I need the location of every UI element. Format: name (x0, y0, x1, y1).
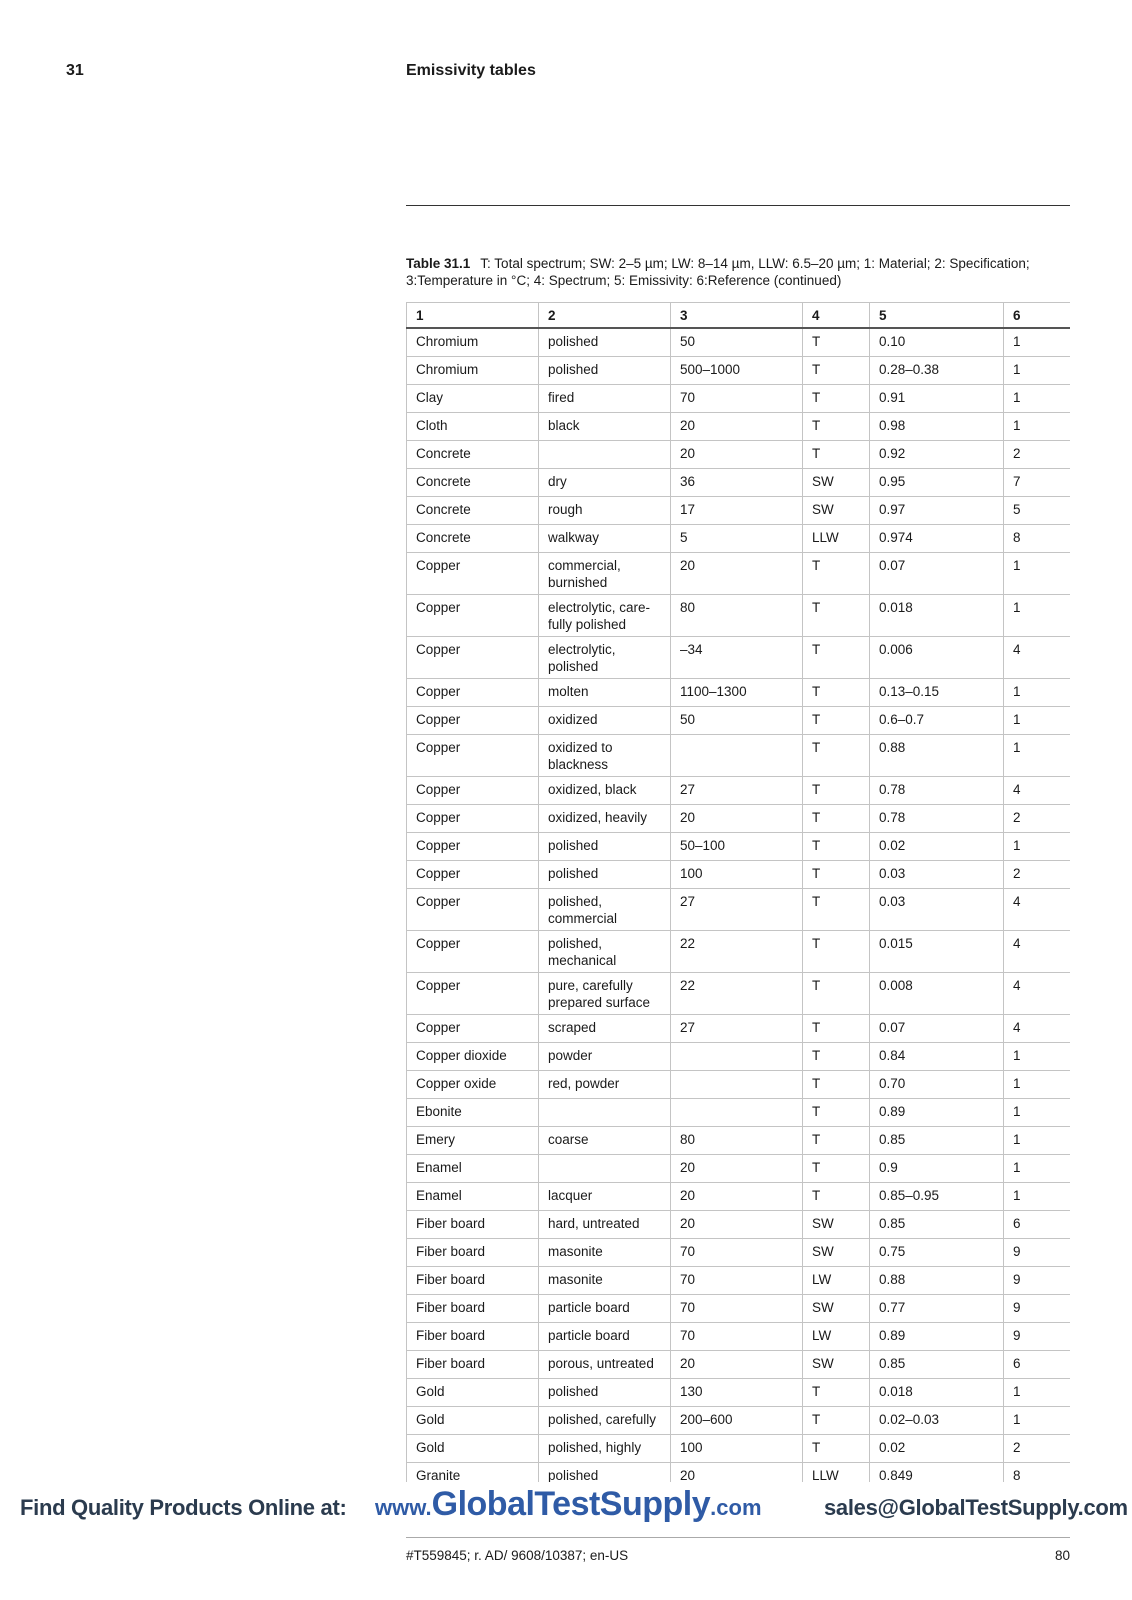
table-cell: 1100–1300 (671, 679, 803, 707)
table-cell: Enamel (407, 1155, 539, 1183)
table-row (407, 469, 1071, 497)
table-cell: 20 (671, 441, 803, 469)
table-cell: 0.018 (870, 1379, 1004, 1407)
table-cell: 1 (1004, 1127, 1071, 1155)
table-cell: polished, highly (539, 1435, 671, 1463)
table-row (407, 1043, 1071, 1071)
table-cell: T (803, 1043, 870, 1071)
table-cell: fired (539, 385, 671, 413)
table-cell: 0.85 (870, 1211, 1004, 1239)
table-row (407, 805, 1071, 833)
table-cell: T (803, 385, 870, 413)
table-cell (539, 1155, 671, 1183)
table-cell: 20 (671, 1183, 803, 1211)
table-cell: 0.6–0.7 (870, 707, 1004, 735)
table-cell: –34 (671, 637, 803, 679)
table-cell: Emery (407, 1127, 539, 1155)
promo-site-prefix: www. (375, 1495, 432, 1520)
table-cell: Granite (407, 1463, 539, 1483)
table-cell: Ebonite (407, 1099, 539, 1127)
table-cell: T (803, 861, 870, 889)
table-cell: 2 (1004, 441, 1071, 469)
table-caption-label: Table 31.1 (406, 256, 471, 271)
table-cell: 1 (1004, 1071, 1071, 1099)
table-cell: 5 (671, 525, 803, 553)
table-cell: 0.018 (870, 595, 1004, 637)
table-cell: SW (803, 1295, 870, 1323)
emissivity-table (406, 302, 1070, 1482)
table-cell: Copper (407, 637, 539, 679)
table-cell: Copper oxide (407, 1071, 539, 1099)
table-row (407, 1435, 1071, 1463)
table-cell: T (803, 1435, 870, 1463)
table-cell: T (803, 413, 870, 441)
table-cell: 20 (671, 1351, 803, 1379)
table-row (407, 1351, 1071, 1379)
table-cell: electrolytic, care-fully polished (539, 595, 671, 637)
table-cell: 8 (1004, 1463, 1071, 1483)
table-cell: 22 (671, 931, 803, 973)
table-cell: 5 (1004, 497, 1071, 525)
table-cell: 0.88 (870, 1267, 1004, 1295)
table-cell: T (803, 931, 870, 973)
table-cell: Fiber board (407, 1351, 539, 1379)
table-cell: LW (803, 1267, 870, 1295)
table-row (407, 735, 1071, 777)
chapter-title: Emissivity tables (406, 62, 536, 79)
table-cell: Copper (407, 973, 539, 1015)
table-cell: Copper (407, 805, 539, 833)
table-cell: oxidized to blackness (539, 735, 671, 777)
table-cell: SW (803, 497, 870, 525)
table-cell: porous, untreated (539, 1351, 671, 1379)
table-cell: Copper (407, 735, 539, 777)
table-cell: pure, carefully prepared surface (539, 973, 671, 1015)
table-cell: walkway (539, 525, 671, 553)
table-cell: 0.85–0.95 (870, 1183, 1004, 1211)
table-row (407, 1071, 1071, 1099)
table-cell: 0.03 (870, 861, 1004, 889)
table-cell: 1 (1004, 595, 1071, 637)
table-cell: T (803, 1099, 870, 1127)
table-cell: LLW (803, 525, 870, 553)
table-row (407, 497, 1071, 525)
table-cell: Fiber board (407, 1211, 539, 1239)
table-cell: T (803, 805, 870, 833)
table-row (407, 637, 1071, 679)
table-cell: 27 (671, 1015, 803, 1043)
table-cell: scraped (539, 1015, 671, 1043)
table-cell: dry (539, 469, 671, 497)
table-cell: 0.70 (870, 1071, 1004, 1099)
table-cell: T (803, 441, 870, 469)
table-cell: 0.10 (870, 328, 1004, 357)
table-cell: 80 (671, 1127, 803, 1155)
table-cell: 20 (671, 1155, 803, 1183)
table-cell: 0.77 (870, 1295, 1004, 1323)
table-cell: 20 (671, 1463, 803, 1483)
table-row (407, 1211, 1071, 1239)
table-cell: 36 (671, 469, 803, 497)
table-cell: T (803, 679, 870, 707)
table-cell: Copper (407, 595, 539, 637)
table-cell: LLW (803, 1463, 870, 1483)
column-header: 3 (671, 303, 803, 329)
table-row (407, 525, 1071, 553)
table-cell: 27 (671, 889, 803, 931)
table-cell: 1 (1004, 1043, 1071, 1071)
table-cell: 70 (671, 385, 803, 413)
footer-rule (406, 1537, 1070, 1538)
table-cell: 0.974 (870, 525, 1004, 553)
page-number: 80 (1054, 1548, 1070, 1563)
table-row (407, 1155, 1071, 1183)
table-cell: T (803, 1183, 870, 1211)
table-cell: 0.006 (870, 637, 1004, 679)
table-cell: 4 (1004, 637, 1071, 679)
table-cell: 6 (1004, 1211, 1071, 1239)
table-cell: 1 (1004, 1183, 1071, 1211)
table-row (407, 413, 1071, 441)
table-cell: Fiber board (407, 1323, 539, 1351)
table-cell: T (803, 973, 870, 1015)
table-cell: T (803, 889, 870, 931)
table-cell: 4 (1004, 931, 1071, 973)
table-cell: polished, commercial (539, 889, 671, 931)
table-row (407, 973, 1071, 1015)
table-cell: Copper (407, 553, 539, 595)
table-cell: 0.78 (870, 777, 1004, 805)
table-cell: 1 (1004, 679, 1071, 707)
table-cell: T (803, 1407, 870, 1435)
table-row (407, 1295, 1071, 1323)
table-cell: T (803, 357, 870, 385)
document-id: #T559845; r. AD/ 9608/10387; en-US (406, 1548, 629, 1563)
table-caption-text: T: Total spectrum; SW: 2–5 µm; LW: 8–14 µm, LLW: 6.5–20 µm; 1: Material; 2: Specification; 3:Temperature in °C; 4: Spectrum; 5: Emissivity: 6:Reference (continued) (406, 256, 1030, 288)
table-cell: 50 (671, 707, 803, 735)
table-row (407, 889, 1071, 931)
table-cell: rough (539, 497, 671, 525)
table-cell: SW (803, 1239, 870, 1267)
table-cell: polished (539, 833, 671, 861)
table-cell: Enamel (407, 1183, 539, 1211)
table-cell: 1 (1004, 357, 1071, 385)
table-row (407, 553, 1071, 595)
table-cell: 70 (671, 1323, 803, 1351)
table-cell: 22 (671, 973, 803, 1015)
table-cell: electrolytic, polished (539, 637, 671, 679)
table-cell: Copper (407, 777, 539, 805)
table-cell: 200–600 (671, 1407, 803, 1435)
table-cell: 0.78 (870, 805, 1004, 833)
table-cell (671, 1043, 803, 1071)
table-cell: T (803, 833, 870, 861)
promo-email-link[interactable]: sales@GlobalTestSupply.com (824, 1495, 1128, 1520)
table-cell: 2 (1004, 1435, 1071, 1463)
table-cell: Fiber board (407, 1239, 539, 1267)
table-row (407, 1183, 1071, 1211)
table-cell: 0.02 (870, 833, 1004, 861)
table-cell: polished, mechanical (539, 931, 671, 973)
table-cell: 0.02–0.03 (870, 1407, 1004, 1435)
table-cell: 100 (671, 1435, 803, 1463)
table-cell: polished (539, 1379, 671, 1407)
table-cell: 2 (1004, 805, 1071, 833)
table-cell: 27 (671, 777, 803, 805)
column-header: 1 (407, 303, 539, 329)
table-cell: 0.88 (870, 735, 1004, 777)
table-cell: T (803, 1379, 870, 1407)
table-cell: 0.008 (870, 973, 1004, 1015)
table-cell: Copper (407, 833, 539, 861)
table-cell: Concrete (407, 469, 539, 497)
promo-website-link[interactable] (375, 1485, 762, 1524)
table-row (407, 1267, 1071, 1295)
table-cell: 4 (1004, 777, 1071, 805)
table-cell: Copper (407, 679, 539, 707)
table-cell: molten (539, 679, 671, 707)
table-cell: 0.85 (870, 1127, 1004, 1155)
table-cell: 7 (1004, 469, 1071, 497)
table-cell (671, 1071, 803, 1099)
table-cell: 9 (1004, 1267, 1071, 1295)
table-cell: 0.95 (870, 469, 1004, 497)
table-cell: 9 (1004, 1239, 1071, 1267)
table-cell: SW (803, 1211, 870, 1239)
table-cell: 20 (671, 553, 803, 595)
table-cell: 0.13–0.15 (870, 679, 1004, 707)
column-header: 6 (1004, 303, 1071, 329)
table-cell: 9 (1004, 1323, 1071, 1351)
table-caption (406, 255, 1070, 289)
table-cell: Gold (407, 1435, 539, 1463)
table-cell: Copper dioxide (407, 1043, 539, 1071)
table-cell: masonite (539, 1239, 671, 1267)
table-cell: SW (803, 1351, 870, 1379)
table-cell: 70 (671, 1239, 803, 1267)
table-row (407, 1379, 1071, 1407)
table-cell: T (803, 1015, 870, 1043)
promo-tagline: Find Quality Products Online at: (20, 1495, 347, 1520)
table-cell: T (803, 553, 870, 595)
table-cell: oxidized (539, 707, 671, 735)
table-cell: 0.015 (870, 931, 1004, 973)
table-cell: Fiber board (407, 1267, 539, 1295)
table-cell: Cloth (407, 413, 539, 441)
table-cell: T (803, 777, 870, 805)
table-cell: 1 (1004, 707, 1071, 735)
table-cell: 70 (671, 1295, 803, 1323)
table-cell: 0.75 (870, 1239, 1004, 1267)
table-header-row (407, 303, 1071, 329)
table-cell: 1 (1004, 833, 1071, 861)
table-cell: oxidized, black (539, 777, 671, 805)
table-row (407, 1407, 1071, 1435)
table-cell: Fiber board (407, 1295, 539, 1323)
table-cell (671, 1099, 803, 1127)
table-cell: 1 (1004, 413, 1071, 441)
table-cell: LW (803, 1323, 870, 1351)
table-cell: 17 (671, 497, 803, 525)
table-cell: 2 (1004, 861, 1071, 889)
table-cell: Copper (407, 889, 539, 931)
table-cell: Concrete (407, 497, 539, 525)
table-cell: T (803, 1127, 870, 1155)
table-row (407, 931, 1071, 973)
table-cell: 100 (671, 861, 803, 889)
column-header: 5 (870, 303, 1004, 329)
table-cell: 1 (1004, 1099, 1071, 1127)
table-cell: Concrete (407, 525, 539, 553)
table-cell: lacquer (539, 1183, 671, 1211)
table-cell: Chromium (407, 357, 539, 385)
table-cell: 50 (671, 328, 803, 357)
table-cell: 0.07 (870, 1015, 1004, 1043)
promo-site-name: GlobalTestSupply (431, 1485, 711, 1523)
table-cell: 20 (671, 805, 803, 833)
table-row (407, 328, 1071, 357)
table-cell: Copper (407, 707, 539, 735)
table-cell: Chromium (407, 328, 539, 357)
table-cell: 1 (1004, 1407, 1071, 1435)
table-cell: 0.07 (870, 553, 1004, 595)
table-cell: 0.28–0.38 (870, 357, 1004, 385)
table-cell: 0.97 (870, 497, 1004, 525)
table-cell (671, 735, 803, 777)
table-row (407, 833, 1071, 861)
table-cell: 0.85 (870, 1351, 1004, 1379)
table-cell: Copper (407, 1015, 539, 1043)
column-header: 4 (803, 303, 870, 329)
table-cell: Clay (407, 385, 539, 413)
table-row (407, 441, 1071, 469)
table-row (407, 679, 1071, 707)
table-cell: 50–100 (671, 833, 803, 861)
table-cell: 0.89 (870, 1323, 1004, 1351)
table-cell: 20 (671, 413, 803, 441)
emissivity-table-container (406, 302, 1070, 1482)
table-cell: polished (539, 1463, 671, 1483)
table-cell: 4 (1004, 1015, 1071, 1043)
promo-banner (0, 1485, 1132, 1529)
table-cell: 0.03 (870, 889, 1004, 931)
table-cell: 0.02 (870, 1435, 1004, 1463)
table-cell: T (803, 328, 870, 357)
table-cell: red, powder (539, 1071, 671, 1099)
table-cell: T (803, 735, 870, 777)
table-cell: 1 (1004, 553, 1071, 595)
table-cell: Copper (407, 931, 539, 973)
table-row (407, 707, 1071, 735)
table-cell: 20 (671, 1211, 803, 1239)
table-row (407, 1099, 1071, 1127)
table-cell: particle board (539, 1295, 671, 1323)
table-cell: 1 (1004, 385, 1071, 413)
table-row (407, 1323, 1071, 1351)
table-cell (539, 441, 671, 469)
table-cell: 0.849 (870, 1463, 1004, 1483)
promo-site-suffix: .com (710, 1495, 762, 1520)
header-rule (406, 205, 1070, 206)
table-cell: 0.91 (870, 385, 1004, 413)
chapter-number: 31 (66, 62, 84, 79)
table-cell: T (803, 707, 870, 735)
table-cell: masonite (539, 1267, 671, 1295)
column-header: 2 (539, 303, 671, 329)
table-row (407, 357, 1071, 385)
table-cell: 1 (1004, 1379, 1071, 1407)
table-row (407, 777, 1071, 805)
table-row (407, 1239, 1071, 1267)
table-cell: Gold (407, 1379, 539, 1407)
table-cell: 1 (1004, 1155, 1071, 1183)
table-cell: 4 (1004, 889, 1071, 931)
table-cell: black (539, 413, 671, 441)
table-cell: Gold (407, 1407, 539, 1435)
table-cell: 9 (1004, 1295, 1071, 1323)
table-cell: 0.9 (870, 1155, 1004, 1183)
table-cell: 0.89 (870, 1099, 1004, 1127)
table-cell: 6 (1004, 1351, 1071, 1379)
table-cell: 0.98 (870, 413, 1004, 441)
table-cell: 70 (671, 1267, 803, 1295)
table-row (407, 385, 1071, 413)
table-row (407, 1015, 1071, 1043)
table-cell: polished (539, 357, 671, 385)
table-cell: 0.84 (870, 1043, 1004, 1071)
table-cell: coarse (539, 1127, 671, 1155)
table-cell: 1 (1004, 735, 1071, 777)
table-cell: 80 (671, 595, 803, 637)
table-row (407, 595, 1071, 637)
table-cell: particle board (539, 1323, 671, 1351)
table-row (407, 1127, 1071, 1155)
table-cell (539, 1099, 671, 1127)
table-cell: polished, carefully (539, 1407, 671, 1435)
table-cell: commercial, burnished (539, 553, 671, 595)
table-cell: 1 (1004, 328, 1071, 357)
table-cell: hard, untreated (539, 1211, 671, 1239)
table-cell: polished (539, 328, 671, 357)
table-cell: 130 (671, 1379, 803, 1407)
table-cell: powder (539, 1043, 671, 1071)
table-row (407, 1463, 1071, 1483)
table-cell: Copper (407, 861, 539, 889)
table-cell: 0.92 (870, 441, 1004, 469)
table-cell: T (803, 595, 870, 637)
table-cell: T (803, 1071, 870, 1099)
table-body (407, 328, 1071, 1482)
table-cell: oxidized, heavily (539, 805, 671, 833)
table-cell: 500–1000 (671, 357, 803, 385)
table-cell: 4 (1004, 973, 1071, 1015)
table-cell: T (803, 637, 870, 679)
table-cell: Concrete (407, 441, 539, 469)
table-cell: polished (539, 861, 671, 889)
table-row (407, 861, 1071, 889)
table-cell: SW (803, 469, 870, 497)
table-cell: 8 (1004, 525, 1071, 553)
table-cell: T (803, 1155, 870, 1183)
